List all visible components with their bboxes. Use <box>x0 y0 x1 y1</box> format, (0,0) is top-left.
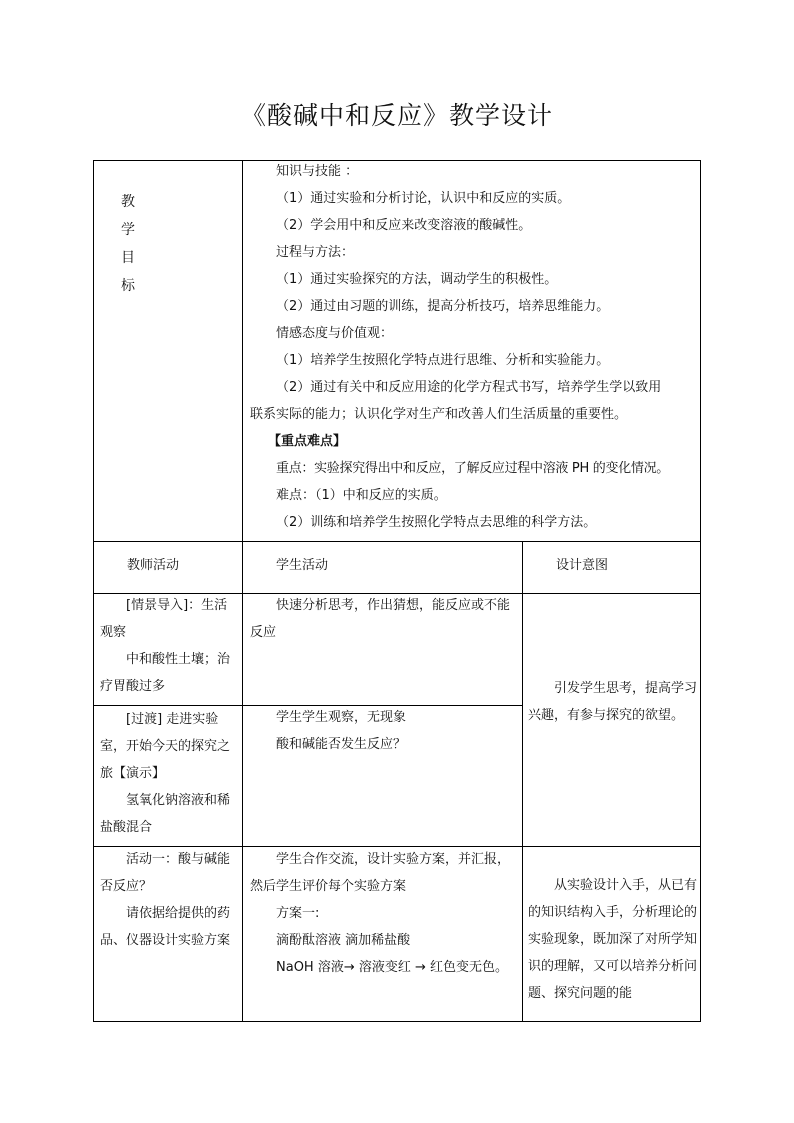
teacher-activity: 活动一：酸与碱能否反应？ <box>100 852 231 894</box>
label-char: 教 <box>121 194 135 210</box>
row2-teacher-cell <box>100 706 238 841</box>
label-char: 标 <box>121 278 135 294</box>
objective-item: （1）通过实验探究的方法，调动学生的积极性。 <box>276 272 558 287</box>
student-activity: 滴酚酞溶液 滴加稀盐酸 <box>276 933 411 948</box>
objective-item: （1）通过实验和分析讨论，认识中和反应的实质。 <box>276 191 571 206</box>
column-divider-1 <box>242 160 243 1022</box>
design-intent: 从实验设计入手，从已有的知识结构入手，分析理论的实验现象，既加深了对所学知识的理解，又可以培养分析问题、探究问题的能 <box>528 878 698 1001</box>
objective-heading: 知识与技能 ： <box>276 164 359 179</box>
objective-heading: 过程与方法： <box>276 245 355 260</box>
objective-item: （1）培养学生按照化学特点进行思维、分析和实验能力。 <box>276 353 610 368</box>
row3-teacher-cell <box>100 846 238 954</box>
teacher-activity: [情景导入]：生活观察 <box>100 598 228 640</box>
teacher-activity: 请依据给提供的药品、仪器设计实验方案 <box>100 906 231 948</box>
row1-student-cell <box>250 592 518 646</box>
objective-item: （2）通过有关中和反应用途的化学方程式书写，培养学生学以致用 <box>276 380 662 395</box>
objective-item: （2）学会用中和反应来改变溶液的酸碱性。 <box>276 218 532 233</box>
objective-item: （2）通过由习题的训练，提高分析技巧，培养思维能力。 <box>276 299 610 314</box>
student-activity: 酸和碱能否发生反应？ <box>276 737 407 752</box>
row2-student-cell <box>250 704 518 758</box>
table-border-right <box>700 160 701 1022</box>
objective-heading: 情感态度与价值观： <box>276 326 394 341</box>
difficult-point: （2）训练和培养学生按照化学特点去思维的科学方法。 <box>276 515 597 530</box>
teacher-activity: 中和酸性土壤；治疗胃酸过多 <box>100 652 231 694</box>
label-char: 目 <box>121 250 135 266</box>
intent-cell-2 <box>528 872 698 1020</box>
table-border-bottom <box>93 1021 701 1022</box>
student-activity: 快速分析思考，作出猜想，能反应或不能反应 <box>250 598 511 640</box>
column-divider-2 <box>522 541 523 1022</box>
page-title: 《酸碱中和反应》教学设计 <box>240 101 553 130</box>
intent-cell-1 <box>528 675 698 729</box>
header-design-intent: 设计意图 <box>556 558 609 573</box>
key-points-heading: 【重点难点】 <box>268 434 347 449</box>
row1-teacher-cell <box>100 592 238 700</box>
lesson-plan-table <box>93 160 701 1022</box>
row3-student-cell <box>250 846 518 981</box>
table-border-left <box>93 160 94 1022</box>
teacher-activity: 氢氧化钠溶液和稀盐酸混合 <box>100 793 231 835</box>
student-activity: NaOH 溶液→ 溶液变红 → 红色变无色。 <box>276 960 509 975</box>
key-point: 重点：实验探究得出中和反应，了解反应过程中溶液 PH 的变化情况。 <box>276 461 669 476</box>
label-char: 学 <box>121 222 135 238</box>
student-activity: 学生合作交流，设计实验方案，并汇报，然后学生评价每个实验方案 <box>250 852 511 894</box>
student-activity: 学生学生观察，无现象 <box>276 710 407 725</box>
difficult-point: 难点：（1）中和反应的实质。 <box>276 488 447 503</box>
objectives-content <box>250 158 698 536</box>
objective-item-cont: 联系实际的能力；认识化学对生产和改善人们生活质量的重要性。 <box>250 407 628 422</box>
teacher-activity: [过渡] 走进实验室，开始今天的探究之旅【演示】 <box>100 712 231 781</box>
student-activity: 方案一: <box>276 906 320 921</box>
objectives-label <box>121 188 151 300</box>
header-student-activity: 学生活动 <box>276 558 329 573</box>
header-teacher-activity: 教师活动 <box>127 558 180 573</box>
design-intent: 引发学生思考，提高学习兴趣，有参与探究的欲望。 <box>528 681 698 723</box>
row-divider-objectives <box>93 541 701 542</box>
